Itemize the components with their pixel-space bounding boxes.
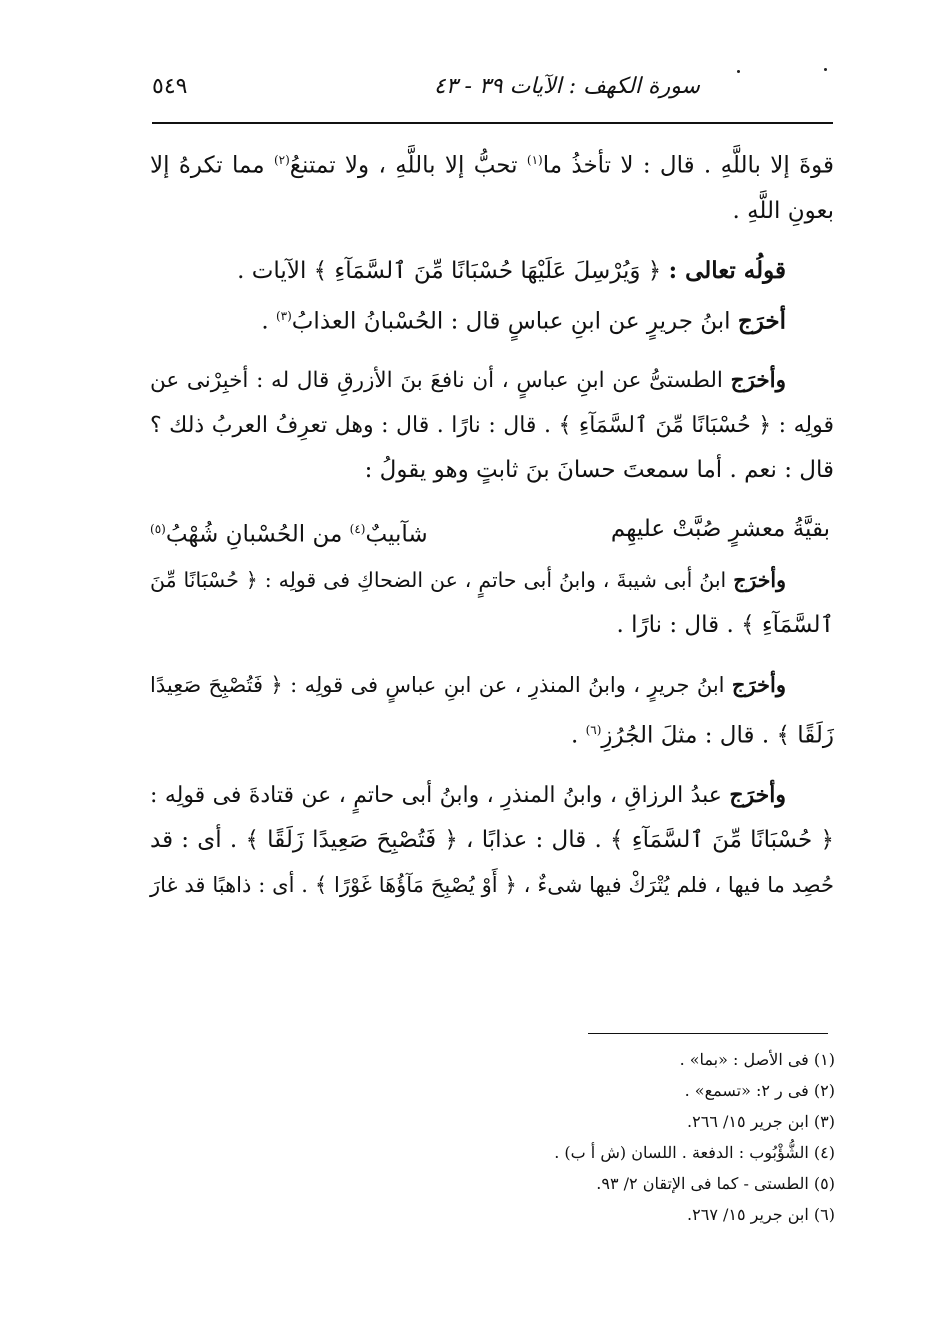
- footnote: (٤) الشُّؤْبُوب : الدفعة . اللسان (ش أ ب) .: [554, 1143, 835, 1162]
- print-speck: [824, 68, 827, 71]
- text-line: بعونِ اللَّهِ .: [732, 197, 834, 224]
- print-speck: [737, 70, 740, 73]
- poem-hemistich-right: بقيَّةُ معشرٍ صُبَّتْ عليهِم: [610, 516, 830, 543]
- poem-hemistich-left: شآبيبٌ$^{(٤)}$ من الحُسْبانِ شُهْبُ$^{(٥)}$: [150, 521, 428, 548]
- text-line: أخرَج ابنُ جريرٍ عن ابنِ عباسٍ قال : الحُسْبانُ العذابُ$^{(٣)}$ .: [261, 307, 786, 335]
- footnote: (١) فى الأصل : «بما» .: [679, 1050, 835, 1069]
- text-line: قولِه : ﴿ حُسْبَانًا مِّنَ ٱلسَّمَآءِ ﴾ . قال : نارًا . قال : وهل تعرِفُ العربُ ذلك ؟: [150, 413, 834, 439]
- text-line: قال : نعم . أما سمعتَ حسانَ بنَ ثابتٍ وهو يقولُ :: [364, 457, 834, 484]
- running-header-title: سورة الكهف : الآيات ٣٩ - ٤٣: [433, 74, 700, 99]
- footnote-rule: [588, 1033, 828, 1034]
- footnote: (٣) ابن جرير ١٥/ ٢٦٦.: [687, 1112, 835, 1131]
- footnotes: [415, 1044, 835, 1230]
- text-line: وأخرَج ابنُ جريرٍ ، وابنُ المنذرِ ، عن ابنِ عباسٍ فى قولِه : ﴿ فَتُصْبِحَ صَعِيدًا: [150, 671, 786, 697]
- footnote: (٥) الطستى - كما فى الإتقان ٢/ ٩٣.: [596, 1174, 835, 1193]
- text-line: قوةَ إلا باللَّهِ . قال : لا تأخذُ ما$^{(١)}$ تحبُّ إلا باللَّهِ ، ولا تمتنعُ$^{(٢)}$ مما تكرهُ إلا: [150, 152, 835, 179]
- text-line: وأخرَج الطستىُّ عن ابنِ عباسٍ ، أن نافعَ بنَ الأزرقِ قال له : أخبِرْنى عن: [150, 368, 786, 394]
- text-line: حُصِد ما فيها ، فلم يُتْرَكْ فيها شىءٌ ، ﴿ أَوْ يُصْبِحَ مَآؤُهَا غَوْرًا ﴾ . أى : ذاهبًا قد غارَ: [150, 872, 834, 897]
- main-text: [150, 138, 834, 908]
- footnote: (٢) فى ر ٢: «تسمع» .: [684, 1081, 835, 1100]
- text-line: ٱلسَّمَآءِ ﴾ . قال : نارًا .: [616, 611, 834, 638]
- text-line: زَلَقًا ﴾ . قال : مثلَ الجُرُزِ$^{(٦)}$ .: [570, 722, 834, 749]
- text-line: ﴿ حُسْبَانًا مِّنَ ٱلسَّمَآءِ ﴾ . قال : عذابًا ، ﴿ فَتُصْبِحَ صَعِيدًا زَلَقًا ﴾ . أى : قد: [150, 826, 834, 853]
- verse-heading: قولُه تعالى : ﴿ وَيُرْسِلَ عَلَيْهَا حُسْبَانًا مِّنَ ٱلسَّمَآءِ ﴾ الآيات .: [237, 256, 786, 284]
- page-number: ٥٤٩: [152, 74, 188, 99]
- header-rule: [152, 122, 833, 124]
- text-line: وأخرَج ابنُ أبى شيبةَ ، وابنُ أبى حاتمٍ ، عن الضحاكِ فى قولِه : ﴿ حُسْبَانًا مِّنَ: [150, 567, 786, 592]
- text-line: وأخرَج عبدُ الرزاقِ ، وابنُ المنذرِ ، وابنُ أبى حاتمٍ ، عن قتادةَ فى قولِه :: [150, 781, 786, 808]
- footnote: (٦) ابن جرير ١٥/ ٢٦٧.: [687, 1205, 835, 1224]
- poem-verse: [150, 507, 834, 558]
